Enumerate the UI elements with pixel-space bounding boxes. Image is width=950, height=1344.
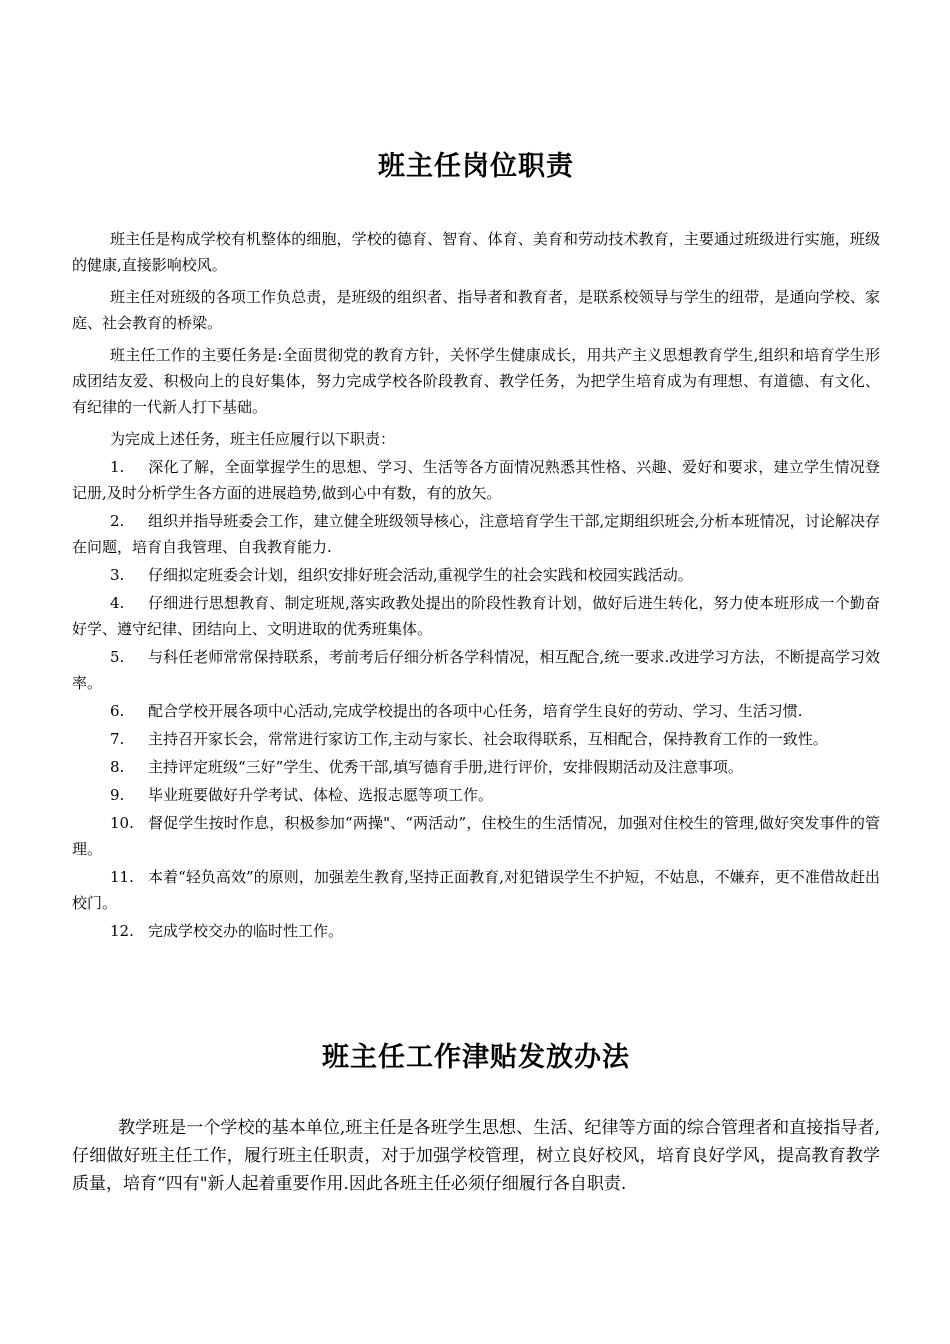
list-item-text: 深化了解，全面掌握学生的思想、学习、生活等各方面情况熟悉其性格、兴趣、爱好和要求，建立学生情况登记册,及时分析学生各方面的进展趋势,做到心中有数，有的放矢。 (72, 458, 880, 502)
list-item-text: 毕业班要做好升学考试、体检、选报志愿等项工作。 (148, 786, 494, 804)
list-item-text: 主持召开家长会，常常进行家访工作,主动与家长、社会取得联系，互相配合，保持教育工作的一致性。 (148, 730, 828, 748)
list-item (72, 726, 880, 752)
paragraph: 班主任工作的主要任务是:全面贯彻党的教育方针，关怀学生健康成长，用共产主义思想教育学生,组织和培育学生形成团结友爱、积极向上的良好集体，努力完成学校各阶段教育、教学任务，为把学生培育成为有理想、有道德、有文化、有纪律的一代新人打下基础。 (72, 346, 880, 416)
list-item-number: 1. (110, 458, 125, 476)
list-item-number: 2. (110, 512, 125, 530)
list-item (72, 698, 880, 724)
list-item-text: 组织并指导班委会工作，建立健全班级领导核心，注意培育学生干部,定期组织班会,分析本班情况，讨论解决存在问题，培育自我管理、自我教育能力. (72, 512, 880, 556)
list-item (72, 754, 880, 780)
section-title-duties: 班主任岗位职责 (378, 151, 574, 182)
list-item-number: 3. (110, 566, 125, 584)
list-item (72, 562, 880, 588)
duty-list (72, 454, 880, 944)
list-item-text: 仔细拟定班委会计划，组织安排好班会活动,重视学生的社会实践和校园实践活动。 (148, 566, 693, 584)
list-item-text: 仔细进行思想教育、制定班规,落实政教处提出的阶段性教育计划，做好后进生转化，努力使本班形成一个勤奋好学、遵守纪律、团结向上、文明进取的优秀班集体。 (72, 594, 880, 638)
list-item (72, 454, 880, 506)
section-title-allowance: 班主任工作津贴发放办法 (322, 1042, 630, 1073)
list-item-text: 督促学生按时作息，积极参加“两操"、“两活动”，住校生的生活情况，加强对住校生的管理,做好突发事件的管理。 (72, 814, 880, 858)
list-item-number: 6. (110, 702, 125, 720)
list-item (72, 864, 880, 916)
paragraph: 教学班是一个学校的基本单位,班主任是各班学生思想、生活、纪律等方面的综合管理者和直接指导者,仔细做好班主任工作，履行班主任职责，对于加强学校管理，树立良好校风，培育良好学风，提高教育教学质量，培育“四有"新人起着重要作用.因此各班主任必须仔细履行各自职责. (72, 1118, 880, 1194)
list-item (72, 644, 880, 696)
list-item (72, 508, 880, 560)
list-item-number: 5. (110, 648, 125, 666)
list-item-text: 主持评定班级“三好”学生、优秀干部,填写德育手册,进行评价，安排假期活动及注意事项。 (148, 758, 743, 776)
list-item-text: 完成学校交办的临时性工作。 (148, 922, 344, 940)
section-duties (72, 226, 880, 946)
list-item-number: 12. (110, 922, 134, 940)
paragraph: 班主任对班级的各项工作负总责，是班级的组织者、指导者和教育者，是联系校领导与学生的纽带，是通向学校、家庭、社会教育的桥梁。 (72, 288, 880, 332)
section-allowance (72, 1114, 880, 1198)
list-item-number: 10. (110, 814, 134, 832)
list-item-text: 本着“轻负高效”的原则，加强差生教育,坚持正面教育,对犯错误学生不护短，不姑息，不嫌弃，更不准借故赶出校门。 (72, 868, 880, 912)
list-item-number: 8. (110, 758, 125, 776)
list-item (72, 918, 880, 944)
list-item (72, 590, 880, 642)
duties-intro: 为完成上述任务，班主任应履行以下职责： (110, 430, 396, 448)
list-item (72, 810, 880, 862)
paragraph: 班主任是构成学校有机整体的细胞，学校的德育、智育、体育、美育和劳动技术教育，主要通过班级进行实施，班级的健康,直接影响校风。 (72, 230, 880, 274)
list-item-number: 4. (110, 594, 125, 612)
list-item-number: 9. (110, 786, 125, 804)
list-item-text: 配合学校开展各项中心活动,完成学校提出的各项中心任务，培育学生良好的劳动、学习、生活习惯. (148, 702, 803, 720)
list-item (72, 782, 880, 808)
list-item-text: 与科任老师常常保持联系，考前考后仔细分析各学科情况，相互配合,统一要求.改进学习方法，不断提高学习效率。 (72, 648, 880, 692)
list-item-number: 11. (110, 868, 134, 886)
list-item-number: 7. (110, 730, 125, 748)
